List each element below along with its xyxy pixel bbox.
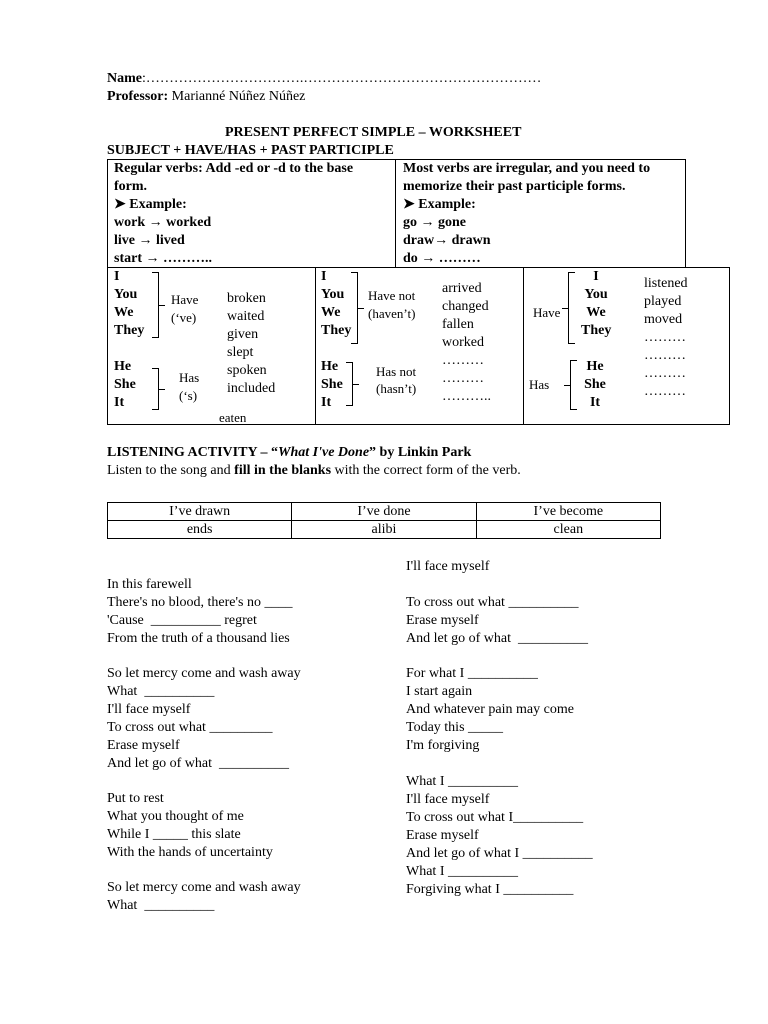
lyric-line[interactable]: To cross out what _________ [107, 720, 273, 735]
regular-example-1: work → worked [114, 215, 212, 230]
col1-brace-plural [152, 272, 159, 338]
lyric-line: I'm forgiving [406, 738, 480, 753]
formula-title: SUBJECT + HAVE/HAS + PAST PARTICIPLE [107, 143, 394, 158]
word-bank-table [107, 502, 661, 539]
col1-singular-subjects: He She It [114, 359, 136, 410]
lyric-line: With the hands of uncertainty [107, 845, 273, 860]
regular-rule-line1: Regular verbs: Add -ed or -d to the base [114, 161, 354, 176]
grid-col-question [523, 267, 730, 425]
col1-brace-singular [152, 368, 159, 410]
col2-brace-plural [351, 272, 358, 344]
lyric-line[interactable]: What I __________ [406, 864, 518, 879]
col1-have: Have [171, 292, 199, 307]
regular-example-2: live → lived [114, 233, 185, 248]
col2-has-not: Has not [376, 364, 417, 379]
col1-plural-subjects: I You We They [114, 269, 145, 338]
worksheet-title: PRESENT PERFECT SIMPLE – WORKSHEET [225, 125, 522, 140]
lyric-line: Erase myself [406, 828, 479, 843]
irregular-example-3[interactable]: do → ……… [403, 251, 481, 266]
lyric-line[interactable]: What __________ [107, 684, 215, 699]
col3-plural-subjects: I You We They [581, 269, 612, 338]
lyric-line: So let mercy come and wash away [107, 666, 301, 681]
col3-have: Have [533, 305, 561, 320]
irregular-rule-line2: memorize their past participle forms. [403, 179, 626, 194]
listening-instructions: Listen to the song and fill in the blanks with the correct form of the verb. [107, 463, 521, 478]
lyric-line[interactable]: To cross out what __________ [406, 595, 579, 610]
lyrics-left-stanza-2 [107, 665, 301, 773]
regular-example-3[interactable]: start → ……….. [114, 251, 212, 266]
irregular-rule-line1: Most verbs are irregular, and you need to [403, 161, 651, 176]
irregular-example-2: draw→ drawn [403, 233, 491, 248]
lyric-line[interactable]: For what I __________ [406, 666, 538, 681]
lyrics-right-stanza-3 [406, 665, 574, 755]
col3-singular-subjects: He She It [584, 359, 606, 410]
lyric-line: I'll face myself [406, 559, 490, 574]
lyrics-left-stanza-1 [107, 576, 292, 648]
col3-has: Has [529, 377, 550, 392]
lyric-line[interactable]: Today this _____ [406, 720, 504, 735]
lyric-line: What you thought of me [107, 809, 244, 824]
lyric-line[interactable]: And let go of what __________ [406, 631, 588, 646]
col2-has-not-short: (hasn’t) [376, 381, 417, 396]
lyric-line: I start again [406, 684, 473, 699]
professor-name: Marianné Núñez Núñez [168, 89, 306, 104]
regular-example-label: ➤ Example: [114, 197, 187, 212]
name-line [107, 70, 541, 88]
lyric-line: So let mercy come and wash away [107, 880, 301, 895]
regular-verbs-rule [114, 160, 353, 268]
col2-plural-subjects: I You We They [321, 269, 352, 338]
word-bank-cell: I’ve done [292, 503, 476, 521]
lyric-line: And whatever pain may come [406, 702, 574, 717]
irregular-verbs-rule [403, 160, 650, 268]
lyric-line: In this farewell [107, 577, 192, 592]
col3-verbs: listened played moved ……… ……… ……… ……… [644, 276, 688, 399]
name-label: Name [107, 71, 142, 86]
song-title: What I've Done [278, 445, 370, 460]
col3-brace-plural [568, 272, 575, 344]
listening-title: LISTENING ACTIVITY – “What I've Done” by Linkin Park [107, 445, 472, 460]
lyrics-right-stanza-2 [406, 594, 588, 648]
lyric-line: Put to rest [107, 791, 164, 806]
lyric-line: Erase myself [406, 613, 479, 628]
col2-have-not: Have not [368, 288, 416, 303]
irregular-example-1: go → gone [403, 215, 466, 230]
col1-has: Has [179, 370, 200, 385]
lyric-line: Erase myself [107, 738, 180, 753]
col2-singular-subjects: He She It [321, 359, 343, 410]
professor-line [107, 88, 305, 106]
word-bank-cell: I’ve drawn [108, 503, 292, 521]
word-bank-row [108, 503, 661, 521]
regular-rule-line2: form. [114, 179, 148, 194]
lyric-line: From the truth of a thousand lies [107, 631, 290, 646]
col3-brace-singular [570, 360, 577, 410]
lyric-line[interactable]: To cross out what I__________ [406, 810, 584, 825]
col1-have-short: (‘ve) [171, 310, 197, 325]
lyric-line: I'll face myself [406, 792, 490, 807]
lyrics-left-stanza-3 [107, 790, 273, 862]
lyric-line[interactable]: And let go of what I __________ [406, 846, 593, 861]
col1-overflow-verb: eaten [219, 411, 247, 422]
lyrics-right-stanza-1 [406, 558, 489, 576]
lyric-line[interactable]: And let go of what __________ [107, 756, 289, 771]
lyric-line[interactable]: While I _____ this slate [107, 827, 241, 842]
word-bank-row [108, 521, 661, 539]
lyric-line[interactable]: What I __________ [406, 774, 518, 789]
word-bank-cell: clean [476, 521, 660, 539]
col1-has-short: (‘s) [179, 388, 198, 403]
lyric-line[interactable]: What __________ [107, 898, 215, 913]
name-blank[interactable]: :…………………………….…………………………………………… [142, 71, 542, 86]
irregular-example-label: ➤ Example: [403, 197, 476, 212]
lyric-line: I'll face myself [107, 702, 191, 717]
lyrics-left-stanza-4 [107, 879, 301, 915]
col2-brace-singular [346, 362, 353, 406]
word-bank-cell: I’ve become [476, 503, 660, 521]
lyric-line[interactable]: There's no blood, there's no ____ [107, 595, 293, 610]
word-bank-cell: alibi [292, 521, 476, 539]
col2-have-not-short: (haven’t) [368, 306, 416, 321]
lyric-line[interactable]: Forgiving what I __________ [406, 882, 574, 897]
professor-label: Professor: [107, 89, 169, 104]
lyrics-right-stanza-4 [406, 773, 593, 899]
col1-verbs: broken waited given slept spoken included [227, 291, 276, 396]
lyric-line[interactable]: 'Cause __________ regret [107, 613, 257, 628]
col2-verbs: arrived changed fallen worked ……… ……… ……….. [442, 281, 491, 404]
word-bank-cell: ends [108, 521, 292, 539]
